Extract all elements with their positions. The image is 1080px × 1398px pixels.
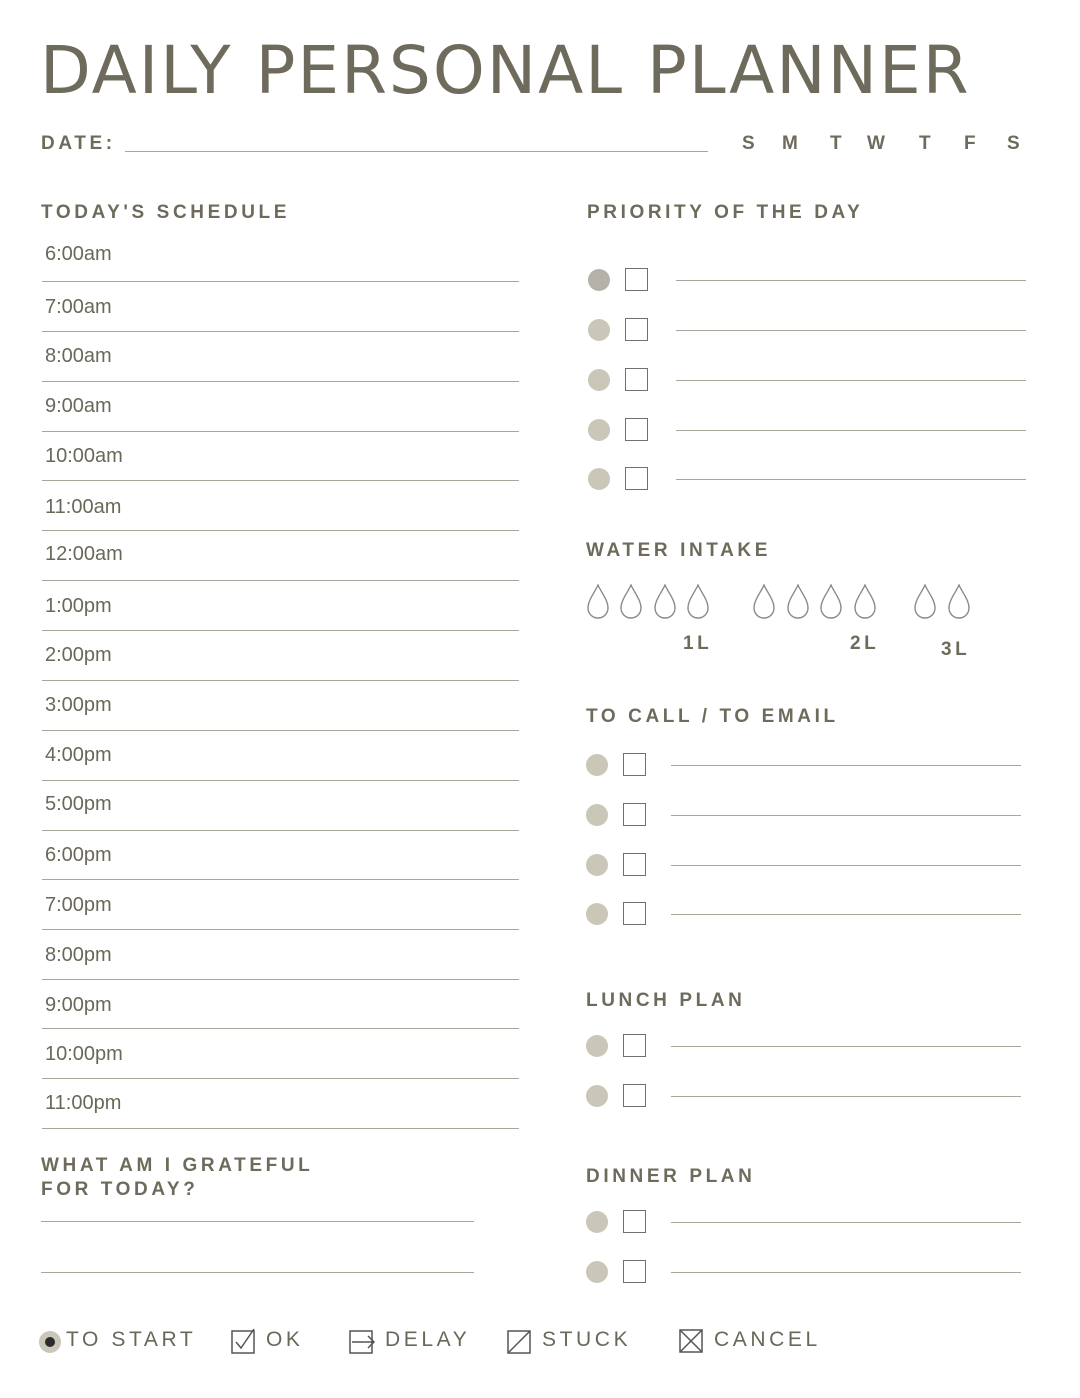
schedule-line[interactable] [42,431,519,432]
call-entry-line[interactable] [671,865,1021,866]
water-mark-3l: 3L [941,639,971,660]
schedule-line[interactable] [42,281,519,282]
day-sunday[interactable]: S [742,133,755,154]
priority-entry-line[interactable] [676,430,1026,431]
schedule-line[interactable] [42,830,519,831]
water-drop-icon[interactable] [947,584,971,620]
schedule-line[interactable] [42,381,519,382]
priority-status-dot[interactable] [588,319,610,341]
stuck-icon [507,1328,533,1354]
schedule-line[interactable] [42,730,519,731]
call-checkbox[interactable] [623,803,646,826]
grateful-heading-line2: FOR TODAY? [41,1179,199,1200]
water-mark-1l: 1L [683,633,713,654]
schedule-line[interactable] [42,1128,519,1129]
schedule-line[interactable] [42,1028,519,1029]
priority-status-dot[interactable] [588,419,610,441]
lunch-status-dot[interactable] [586,1035,608,1057]
schedule-line[interactable] [42,879,519,880]
water-drop-icon[interactable] [913,584,937,620]
lunch-heading: LUNCH PLAN [586,990,746,1011]
dinner-checkbox[interactable] [623,1260,646,1283]
priority-checkbox[interactable] [625,467,648,490]
priority-entry-line[interactable] [676,330,1026,331]
legend-cancel: CANCEL [714,1328,821,1351]
call-status-dot[interactable] [586,903,608,925]
dinner-status-dot[interactable] [586,1211,608,1233]
schedule-line[interactable] [42,580,519,581]
schedule-time: 4:00pm [45,744,112,766]
priority-status-dot[interactable] [588,468,610,490]
call-checkbox[interactable] [623,753,646,776]
lunch-status-dot[interactable] [586,1085,608,1107]
priority-heading: PRIORITY OF THE DAY [587,202,864,223]
schedule-time: 3:00pm [45,694,112,716]
call-checkbox[interactable] [623,853,646,876]
water-drop-icon[interactable] [619,584,643,620]
schedule-line[interactable] [42,331,519,332]
grateful-line[interactable] [41,1221,474,1222]
water-drop-icon[interactable] [786,584,810,620]
priority-entry-line[interactable] [676,479,1026,480]
date-label: DATE: [41,133,116,154]
water-heading: WATER INTAKE [586,540,771,561]
day-thursday[interactable]: T [919,133,931,154]
legend-delay: DELAY [385,1328,471,1351]
schedule-line[interactable] [42,929,519,930]
schedule-line[interactable] [42,979,519,980]
page-title: DAILY PERSONAL PLANNER [40,32,971,109]
schedule-time: 2:00pm [45,644,112,666]
schedule-time: 9:00am [45,395,112,417]
dinner-entry-line[interactable] [671,1222,1021,1223]
call-entry-line[interactable] [671,815,1021,816]
legend-ok: OK [266,1328,304,1351]
water-drop-icon[interactable] [586,584,610,620]
schedule-time: 12:00am [45,543,123,565]
call-status-dot[interactable] [586,854,608,876]
grateful-line[interactable] [41,1272,474,1273]
dinner-entry-line[interactable] [671,1272,1021,1273]
call-status-dot[interactable] [586,754,608,776]
water-drop-icon[interactable] [686,584,710,620]
priority-checkbox[interactable] [625,268,648,291]
cancel-icon [679,1327,705,1353]
water-drop-icon[interactable] [853,584,877,620]
delay-icon [349,1328,377,1354]
water-mark-2l: 2L [850,633,880,654]
priority-status-dot[interactable] [588,369,610,391]
water-drop-icon[interactable] [653,584,677,620]
grateful-heading-line1: WHAT AM I GRATEFUL [41,1155,314,1176]
priority-checkbox[interactable] [625,368,648,391]
schedule-time: 8:00pm [45,944,112,966]
legend-stuck: STUCK [542,1328,632,1351]
schedule-line[interactable] [42,780,519,781]
day-monday[interactable]: M [782,133,798,154]
day-friday[interactable]: F [964,133,976,154]
date-field[interactable] [125,151,708,152]
water-drop-icon[interactable] [752,584,776,620]
legend-to-start: TO START [66,1328,197,1351]
day-wednesday[interactable]: W [867,133,885,154]
priority-entry-line[interactable] [676,380,1026,381]
dinner-checkbox[interactable] [623,1210,646,1233]
call-checkbox[interactable] [623,902,646,925]
day-saturday[interactable]: S [1007,133,1020,154]
schedule-time: 5:00pm [45,793,112,815]
schedule-time: 11:00pm [45,1092,122,1114]
schedule-time: 10:00am [45,445,123,467]
schedule-line[interactable] [42,480,519,481]
to-start-icon [38,1330,62,1354]
priority-checkbox[interactable] [625,418,648,441]
priority-entry-line[interactable] [676,280,1026,281]
lunch-checkbox[interactable] [623,1034,646,1057]
calls-heading: TO CALL / TO EMAIL [586,706,839,727]
schedule-line[interactable] [42,630,519,631]
call-entry-line[interactable] [671,914,1021,915]
lunch-entry-line[interactable] [671,1046,1021,1047]
call-status-dot[interactable] [586,804,608,826]
schedule-time: 11:00am [45,496,122,518]
lunch-checkbox[interactable] [623,1084,646,1107]
call-entry-line[interactable] [671,765,1021,766]
schedule-line[interactable] [42,1078,519,1079]
schedule-time: 9:00pm [45,994,112,1016]
schedule-time: 1:00pm [45,595,112,617]
lunch-entry-line[interactable] [671,1096,1021,1097]
schedule-time: 7:00am [45,296,112,318]
dinner-status-dot[interactable] [586,1261,608,1283]
schedule-heading: TODAY'S SCHEDULE [41,202,290,223]
schedule-line[interactable] [42,530,519,531]
water-drop-icon[interactable] [819,584,843,620]
ok-icon [231,1328,257,1354]
dinner-heading: DINNER PLAN [586,1166,756,1187]
schedule-time: 10:00pm [45,1043,123,1065]
schedule-time: 6:00pm [45,844,112,866]
schedule-line[interactable] [42,680,519,681]
day-tuesday[interactable]: T [830,133,842,154]
priority-checkbox[interactable] [625,318,648,341]
priority-status-dot[interactable] [588,269,610,291]
schedule-time: 8:00am [45,345,112,367]
schedule-time: 7:00pm [45,894,112,916]
schedule-time: 6:00am [45,243,112,265]
